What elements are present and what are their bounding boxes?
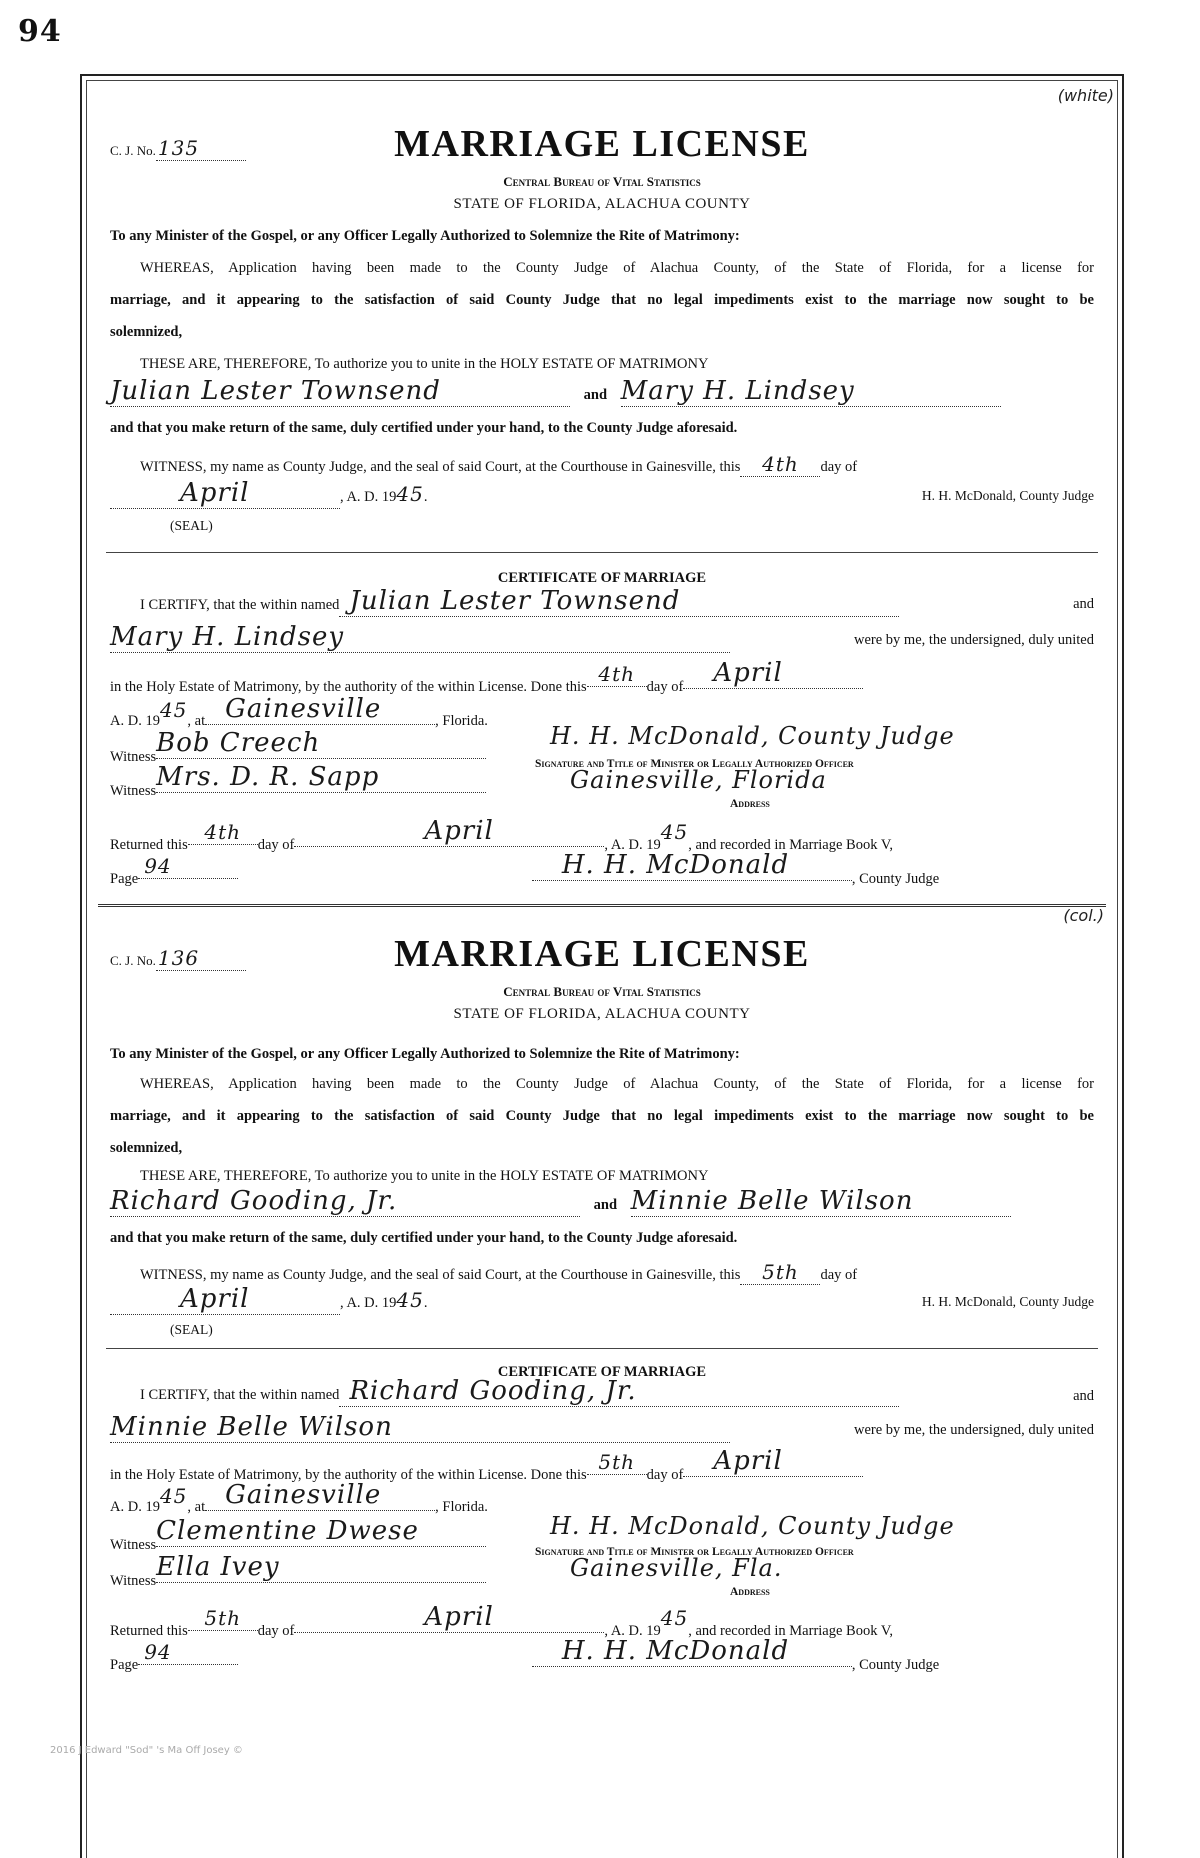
holy-estate-line: [110, 658, 1094, 694]
section-divider: [106, 552, 1098, 553]
groom-name: Julian Lester Townsend: [110, 376, 441, 406]
marriage-place: Gainesville: [225, 1480, 382, 1510]
record-frame: [80, 74, 1124, 1858]
cj-number-value: 136: [157, 946, 200, 970]
recorded-in-label: , and recorded in Marriage Book V,: [688, 837, 894, 853]
cert-groom-name: Julian Lester Townsend: [349, 586, 681, 616]
returned-ad: , A. D. 19: [604, 837, 661, 853]
returned-day-of: day of: [257, 1623, 295, 1639]
done-day-of: day of: [646, 1467, 684, 1483]
witness-intro: WITNESS, my name as County Judge, and the seal of said Court, at the Courthouse in Gainesville, this: [140, 1267, 741, 1283]
license-title: MARRIAGE LICENSE: [394, 123, 810, 165]
license-month: April: [180, 478, 250, 508]
license-title: MARRIAGE LICENSE: [394, 933, 810, 975]
duly-united-label: were by me, the undersigned, duly united: [854, 1422, 1094, 1438]
done-ad-label: A. D. 19: [110, 713, 160, 729]
address-caption: Address: [730, 798, 770, 810]
whereas-line-2: marriage, and it appearing to the satisfaction of said County Judge that no legal impediments exist to the marriage now sought to be: [110, 292, 1094, 308]
holy-estate-line: [110, 1446, 1094, 1482]
done-month: April: [713, 1446, 783, 1476]
license-day: 4th: [762, 452, 799, 476]
witness-2-label: Witness: [110, 783, 157, 799]
returned-label: Returned this: [110, 1623, 188, 1639]
couple-line: [110, 1186, 1094, 1222]
at-label: , at: [187, 713, 206, 729]
race-note: (white): [1057, 86, 1114, 105]
witness-1-name: Clementine Dwese: [156, 1516, 419, 1546]
certify-line: [110, 1376, 1094, 1412]
and-label: and: [593, 1197, 618, 1213]
page-line: [110, 1636, 1094, 1672]
authorization-line: THESE ARE, THEREFORE, To authorize you to unite in the HOLY ESTATE OF MATRIMONY: [140, 356, 709, 372]
county-judge-name: H. H. McDonald, County Judge: [921, 1294, 1094, 1309]
address-caption: Address: [730, 1586, 770, 1598]
returned-day-of: day of: [257, 837, 295, 853]
authorization-line: THESE ARE, THEREFORE, To authorize you to unite in the HOLY ESTATE OF MATRIMONY: [140, 1168, 709, 1184]
seal-label: (SEAL): [170, 1322, 213, 1337]
signature-caption: Signature and Title of Minister or Legally Authorized Officer: [535, 758, 854, 770]
whereas-line-1: WHEREAS, Application having been made to the County Judge of Alachua County, of the State of Florida, for a license for: [140, 1076, 1094, 1092]
whereas-line-3: solemnized,: [110, 1140, 183, 1156]
couple-line: [110, 376, 1094, 412]
cert-and-label: and: [1073, 596, 1094, 612]
witness-2-name: Ella Ivey: [156, 1552, 280, 1582]
bride-line: [110, 622, 1094, 658]
done-year: 45: [159, 1484, 188, 1508]
book-page: 94: [144, 1640, 172, 1664]
signature-caption: Signature and Title of Minister or Legally Authorized Officer: [535, 1546, 854, 1558]
holy-estate-text: in the Holy Estate of Matrimony, by the authority of the within License. Done this: [110, 679, 587, 695]
date-line: April , A. D. 1945.: [110, 478, 1094, 509]
duly-united-label: were by me, the undersigned, duly united: [854, 632, 1094, 648]
certify-line: [110, 586, 1094, 622]
returned-line: [110, 1602, 1094, 1638]
day-of-label: day of: [820, 1267, 858, 1283]
witness-2-label: Witness: [110, 1573, 157, 1589]
witness-1-label: Witness: [110, 749, 157, 765]
license-month: April: [180, 1284, 250, 1314]
license-day: 5th: [762, 1260, 799, 1284]
florida-label: , Florida.: [435, 713, 488, 729]
county-judge-label: , County Judge: [851, 871, 940, 887]
done-year: 45: [159, 698, 188, 722]
recorded-in-label: , and recorded in Marriage Book V,: [688, 1623, 894, 1639]
cert-bride-name: Mary H. Lindsey: [110, 622, 345, 652]
license-record-135: [110, 86, 1114, 966]
cert-bride-name: Minnie Belle Wilson: [110, 1412, 393, 1442]
ad-label: , A. D. 19: [340, 1295, 397, 1311]
cj-number-value: 135: [157, 136, 200, 160]
county-judge-label: , County Judge: [851, 1657, 940, 1673]
cj-label: C. J. No.: [110, 953, 156, 968]
judge-signature: H. H. McDonald: [561, 850, 790, 880]
bride-line: [110, 1412, 1094, 1448]
returned-label: Returned this: [110, 837, 188, 853]
license-year: 45: [396, 482, 424, 506]
certify-intro: I CERTIFY, that the within named: [140, 597, 340, 613]
witness-1-name: Bob Creech: [156, 728, 321, 758]
returned-day: 5th: [204, 1606, 242, 1630]
done-at-line: [110, 1480, 1094, 1516]
officer-address: Gainesville, Fla.: [570, 1554, 783, 1582]
witness-line: [110, 1260, 1094, 1285]
officer-signature: H. H. McDonald, County Judge: [550, 1512, 955, 1540]
address-line: To any Minister of the Gospel, or any Officer Legally Authorized to Solemnize the Rite of Matrimony:: [110, 228, 740, 244]
page-label: Page: [110, 871, 139, 887]
officer-signature: H. H. McDonald, County Judge: [550, 722, 955, 750]
and-label: and: [583, 387, 608, 403]
state-county: STATE OF FLORIDA, ALACHUA COUNTY: [453, 1006, 751, 1022]
license-year: 45: [396, 1288, 424, 1312]
cj-label: C. J. No.: [110, 143, 156, 158]
section-divider: [106, 1348, 1098, 1349]
book-page: 94: [144, 854, 172, 878]
returned-day: 4th: [204, 820, 242, 844]
day-of-label: day of: [820, 459, 858, 475]
returned-ad: , A. D. 19: [604, 1623, 661, 1639]
seal-label: (SEAL): [170, 518, 213, 533]
race-note: (col.): [1063, 906, 1104, 925]
groom-name: Richard Gooding, Jr.: [110, 1186, 398, 1216]
bride-name: Minnie Belle Wilson: [630, 1186, 914, 1216]
judge-signature: H. H. McDonald: [561, 1636, 790, 1666]
witness-intro: WITNESS, my name as County Judge, and the seal of said Court, at the Courthouse in Gainesville, this: [140, 459, 741, 475]
certify-intro: I CERTIFY, that the within named: [140, 1387, 340, 1403]
returned-month: April: [424, 1602, 494, 1632]
county-judge-name: H. H. McDonald, County Judge: [921, 488, 1094, 503]
at-label: , at: [187, 1499, 206, 1515]
copyright-watermark: 2016 J Edward "Sod" 's Ma Off Josey ©: [50, 1745, 243, 1756]
ad-label: , A. D. 19: [340, 489, 397, 505]
whereas-line-2: marriage, and it appearing to the satisfaction of said County Judge that no legal impediments exist to the marriage now sought to be: [110, 1108, 1094, 1124]
officer-address: Gainesville, Florida: [570, 766, 827, 794]
done-day: 5th: [598, 1450, 635, 1474]
certificate-title: CERTIFICATE OF MARRIAGE: [497, 1364, 707, 1380]
page-label: Page: [110, 1657, 139, 1673]
witness-1-label: Witness: [110, 1537, 157, 1553]
marriage-place: Gainesville: [225, 694, 382, 724]
returned-year: 45: [660, 1606, 689, 1630]
done-day: 4th: [598, 662, 635, 686]
done-ad-label: A. D. 19: [110, 1499, 160, 1515]
cert-groom-name: Richard Gooding, Jr.: [349, 1376, 637, 1406]
bureau-name: Central Bureau of Vital Statistics: [503, 174, 701, 189]
cert-and-label: and: [1073, 1388, 1094, 1404]
witness-line: [110, 452, 1094, 477]
address-line: To any Minister of the Gospel, or any Officer Legally Authorized to Solemnize the Rite of Matrimony:: [110, 1046, 740, 1062]
whereas-line-3: solemnized,: [110, 324, 183, 340]
florida-label: , Florida.: [435, 1499, 488, 1515]
certificate-title: CERTIFICATE OF MARRIAGE: [497, 570, 707, 586]
license-record-136: [110, 836, 1104, 1716]
bureau-name: Central Bureau of Vital Statistics: [503, 984, 701, 999]
returned-month: April: [424, 816, 494, 846]
page-number: 94: [18, 14, 62, 49]
date-line: April , A. D. 1945.: [110, 1284, 1094, 1315]
whereas-line-1: WHEREAS, Application having been made to the County Judge of Alachua County, of the State of Florida, for a license for: [140, 260, 1094, 276]
bride-name: Mary H. Lindsey: [620, 376, 855, 406]
witness-2-name: Mrs. D. R. Sapp: [156, 762, 380, 792]
returned-year: 45: [660, 820, 689, 844]
state-county: STATE OF FLORIDA, ALACHUA COUNTY: [453, 196, 751, 212]
done-month: April: [713, 658, 783, 688]
done-day-of: day of: [646, 679, 684, 695]
return-line: and that you make return of the same, duly certified under your hand, to the County Judge aforesaid.: [110, 420, 738, 436]
return-line: and that you make return of the same, duly certified under your hand, to the County Judge aforesaid.: [110, 1230, 738, 1246]
holy-estate-text: in the Holy Estate of Matrimony, by the authority of the within License. Done this: [110, 1467, 587, 1483]
